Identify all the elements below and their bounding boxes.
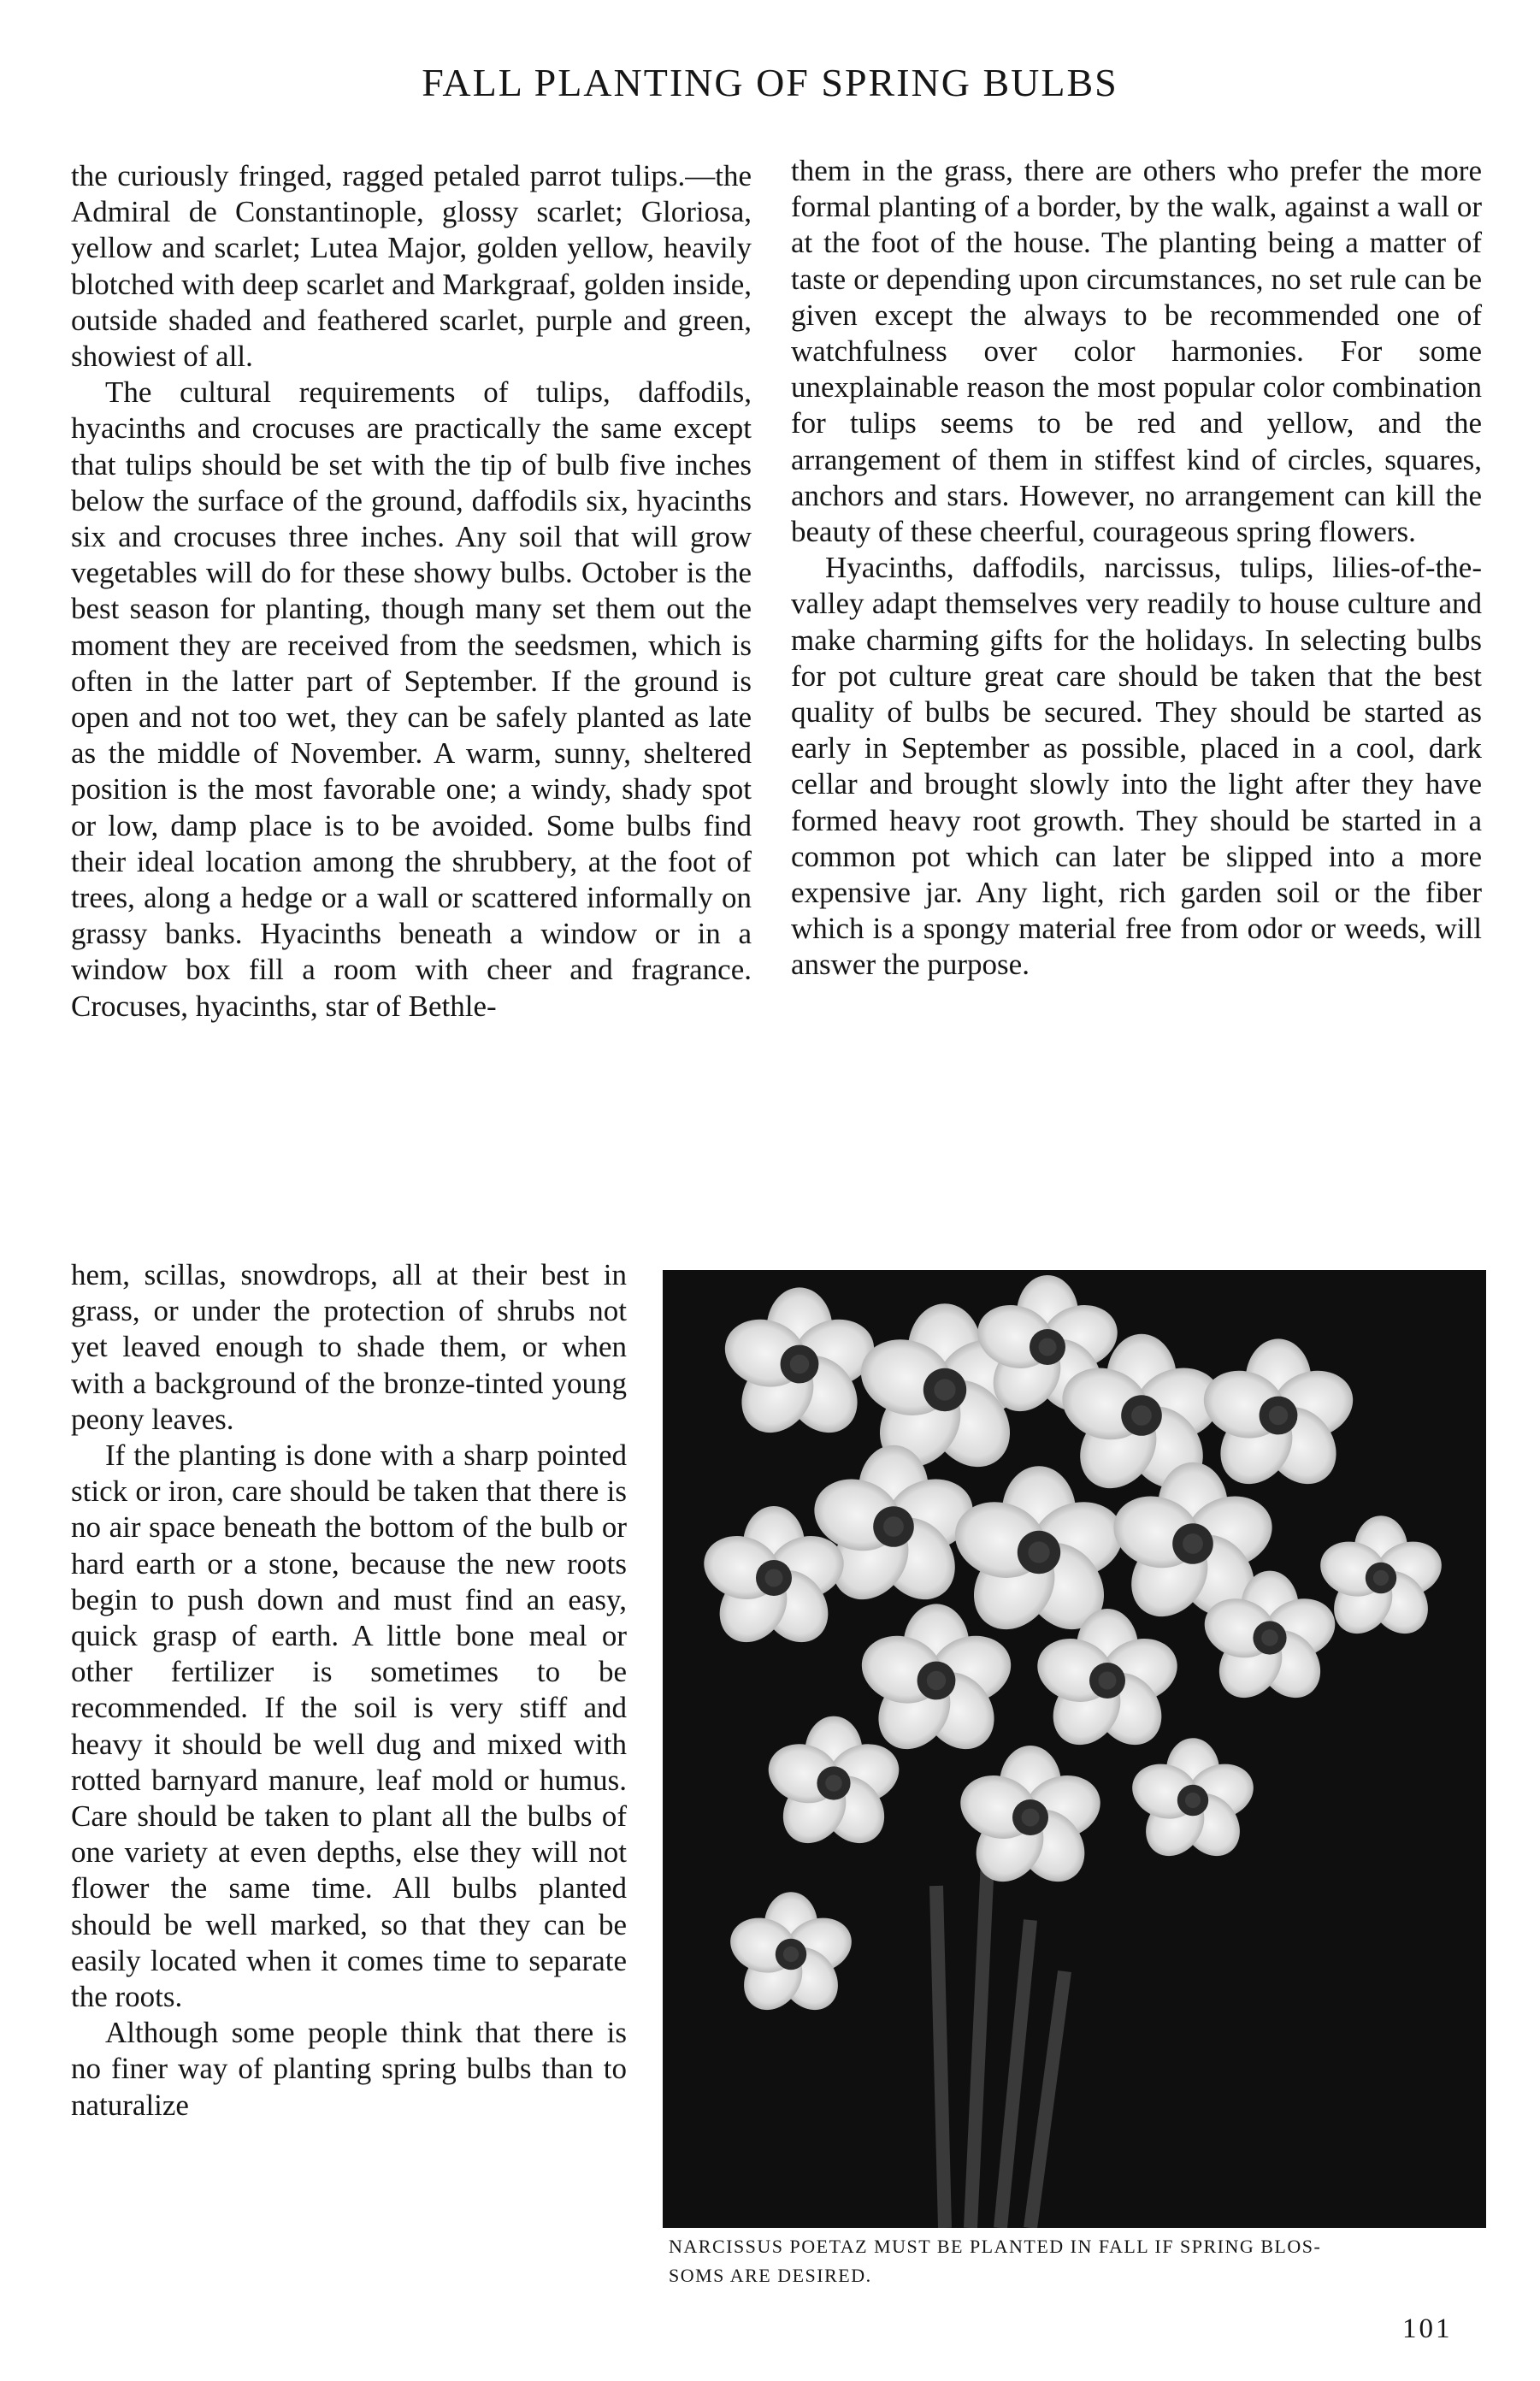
caption-line-2: SOMS ARE DESIRED.: [669, 2265, 872, 2286]
left-column-lower: [71, 1257, 627, 2124]
right-paragraph-1: them in the grass, there are others who prefer the more formal planting of a border, by the walk, against a wall or at the foot of the house. The planting being a matter of taste or depending upon circumstances, no set rule can be given except the always to be recommended one of watchfulness over color harmonies. For some unexplainable reason the most popular color combination for tulips seems to be red and yellow, and the arrangement of them in stiffest kind of circles, squares, anchors and stars. However, no arrangement can kill the beauty of these cheerful, courageous spring flowers.: [791, 154, 1482, 549]
left-paragraph-4: Although some people think that there is no finer way of planting spring bulbs than to naturalize: [71, 2016, 627, 2122]
left-column: [71, 158, 752, 1025]
left-paragraph-2: The cultural requirements of tulips, daffodils, hyacinths and crocuses are practically the same except that tulips should be set with the tip of bulb five inches below the surface of the ground, daffodils six, hyacinths six and crocuses three inches. Any soil that will grow vegetables will do for these showy bulbs. October is the best season for planting, though many set them out the moment they are received from the seedsmen, which is often in the latter part of September. If the ground is open and not too wet, they can be safely planted as late as the middle of November. A warm, sunny, sheltered position is the most favorable one; a windy, shady spot or low, damp place is to be avoided. Some bulbs find their ideal location among the shrubbery, at the foot of trees, along a hedge or a wall or scattered informally on grassy banks. Hyacinths beneath a window or in a window box fill a room with cheer and fragrance. Crocuses, hyacinths, star of Bethle-: [71, 375, 752, 1023]
narcissus-illustration: [663, 1270, 1486, 2228]
right-column: [791, 153, 1482, 984]
figure-caption: [669, 2232, 1490, 2290]
page-number: 101: [1402, 2313, 1453, 2344]
left-paragraph-1: the curiously fringed, ragged petaled parrot tulips.—the Admiral de Constantinople, glossy scarlet; Gloriosa, yellow and scarlet; Lutea Major, golden yellow, heavily blotched with deep scarlet and Markgraaf, golden inside, outside shaded and feathered scarlet, purple and green, showiest of all.: [71, 159, 752, 374]
caption-line-1: NARCISSUS POETAZ MUST BE PLANTED IN FALL IF SPRING BLOS-: [669, 2236, 1322, 2257]
right-paragraph-2: Hyacinths, daffodils, narcissus, tulips, lilies-of-the-valley adapt themselves very readily to house culture and make charming gifts for the holidays. In selecting bulbs for pot culture great care should be taken that the best quality of bulbs be secured. They should be started as early in September as possible, placed in a cool, dark cellar and brought slowly into the light after they have formed heavy root growth. They should be started in a common pot which can later be slipped into a more expensive jar. Any light, rich garden soil or the fiber which is a spongy material free from odor or weeds, will answer the purpose.: [791, 551, 1482, 982]
narcissus-photograph: [663, 1270, 1486, 2228]
page-title: FALL PLANTING OF SPRING BULBS: [422, 61, 1118, 104]
left-paragraph-3: If the planting is done with a sharp pointed stick or iron, care should be taken that there is no air space beneath the bottom of the bulb or hard earth or a stone, because the new roots begin to push down and must find an easy, quick grasp of earth. A little bone meal or other fertilizer is sometimes to be recommended. If the soil is very stiff and heavy it should be well dug and mixed with rotted barnyard manure, leaf mold or humus. Care should be taken to plant all the bulbs of one variety at even depths, else they will not flower the same time. All bulbs planted should be well marked, so that they can be easily located when it comes time to separate the roots.: [71, 1439, 627, 2014]
left-paragraph-2-continued: hem, scillas, snowdrops, all at their best in grass, or under the protection of shrubs not yet leaved enough to shade them, or when with a background of the bronze-tinted young peony leaves.: [71, 1258, 627, 1436]
